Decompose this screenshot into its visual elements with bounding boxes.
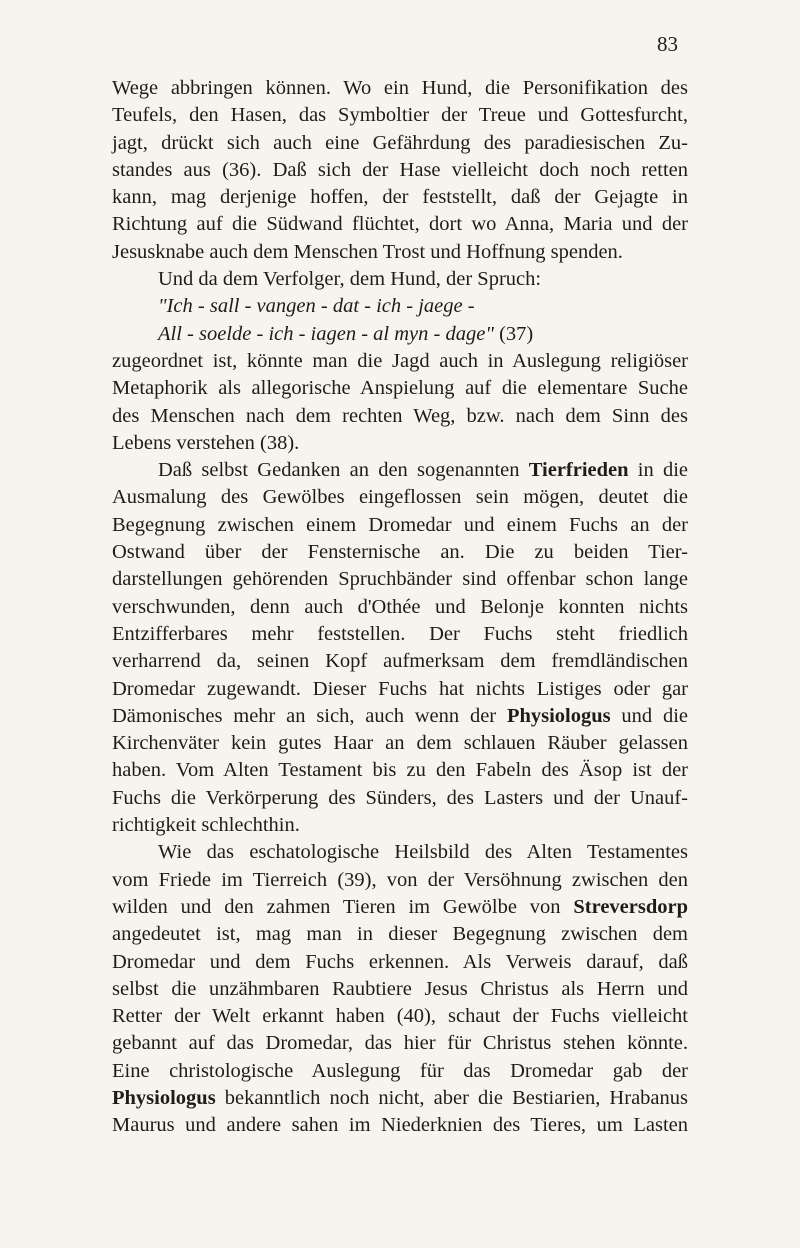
text-line: Daß selbst Gedanken an den sogenannten Tierfrieden in die — [158, 459, 688, 482]
text-line: Ostwand über der Fensternische an. Die zu beiden Tier- — [112, 541, 688, 564]
text-line: wilden und den zahmen Tieren im Gewölbe von Streversdorp — [112, 895, 688, 918]
text-line: des Menschen nach dem rechten Weg, bzw. nach dem Sinn des — [112, 404, 688, 427]
body-text — [112, 75, 688, 1140]
term-streversdorp: Streversdorp — [573, 895, 688, 918]
text-line: Fuchs die Verkörperung des Sünders, des Lasters und der Unauf- — [112, 786, 688, 809]
term-physiologus: Physiologus — [112, 1086, 216, 1109]
text-line: Physiologus bekanntlich noch nicht, aber die Bestiarien, Hrabanus — [112, 1086, 688, 1109]
text-line: Richtung auf die Südwand flüchtet, dort wo Anna, Maria und der — [112, 213, 688, 236]
text-line: Dämonisches mehr an sich, auch wenn der Physiologus und die — [112, 704, 689, 727]
text-line: Lebens verstehen (38). — [112, 431, 300, 454]
text-line: darstellungen gehörenden Spruchbänder sind offenbar schon lange — [112, 568, 688, 591]
text-line: kann, mag derjenige hoffen, der feststellt, daß der Gejagte in — [112, 186, 688, 209]
text-line: angedeutet ist, mag man in dieser Begegnung zwischen dem — [112, 923, 688, 946]
text-line: standes aus (36). Daß sich der Hase vielleicht doch noch retten — [112, 158, 688, 181]
text-line: verharrend da, seinen Kopf aufmerksam dem fremdländischen — [112, 650, 688, 673]
term-tierfrieden: Tierfrieden — [528, 459, 629, 482]
quote-line: All - soelde - ich - iagen - al myn - dage" (37) — [158, 322, 534, 345]
text-line: richtigkeit schlechthin. — [112, 814, 300, 837]
text-line: Jesusknabe auch dem Menschen Trost und Hoffnung spenden. — [112, 240, 623, 263]
text-line: Entzifferbares mehr feststellen. Der Fuchs steht friedlich — [112, 622, 688, 645]
text-line: Metaphorik als allegorische Anspielung auf die elementare Suche — [112, 377, 688, 400]
text-line: zugeordnet ist, könnte man die Jagd auch in Auslegung religiöser — [112, 349, 688, 372]
text-line: Dromedar und dem Fuchs erkennen. Als Verweis darauf, daß — [112, 950, 688, 973]
text-line: Ausmalung des Gewölbes eingeflossen sein mögen, deutet die — [112, 486, 688, 509]
text-line: Kirchenväter kein gutes Haar an dem schlauen Räuber gelassen — [112, 732, 688, 755]
text-line: haben. Vom Alten Testament bis zu den Fabeln des Äsop ist der — [112, 759, 688, 782]
text-line: verschwunden, denn auch d'Othée und Belonje konnten nichts — [112, 595, 688, 618]
text-line: gebannt auf das Dromedar, das hier für Christus stehen könnte. — [112, 1032, 688, 1055]
text-line: jagt, drückt sich auch eine Gefährdung des paradiesischen Zu- — [112, 131, 688, 154]
text-line: Wie das eschatologische Heilsbild des Alten Testamentes — [158, 841, 688, 864]
text-line: Wege abbringen können. Wo ein Hund, die Personifikation des — [112, 77, 688, 99]
text-line: selbst die unzähmbaren Raubtiere Jesus Christus als Herrn und — [112, 977, 688, 1000]
text-line: Eine christologische Auslegung für das Dromedar gab der — [112, 1059, 688, 1082]
page-number: 83 — [657, 32, 678, 56]
quote-line: "Ich - sall - vangen - dat - ich - jaege - — [158, 295, 475, 318]
text-line: Dromedar zugewandt. Dieser Fuchs hat nichts Listiges oder gar — [112, 677, 688, 700]
text-line: Und da dem Verfolger, dem Hund, der Spruch: — [158, 268, 542, 291]
text-line: Begegnung zwischen einem Dromedar und einem Fuchs an der — [112, 513, 688, 536]
text-line: Teufels, den Hasen, das Symboltier der Treue und Gottesfurcht, — [112, 104, 688, 127]
text-line: vom Friede im Tierreich (39), von der Versöhnung zwischen den — [112, 868, 688, 891]
term-physiologus: Physiologus — [506, 704, 611, 727]
text-line: Maurus und andere sahen im Niederknien des Tieres, um Lasten — [112, 1114, 688, 1137]
text-line: Retter der Welt erkannt haben (40), schaut der Fuchs vielleicht — [112, 1005, 688, 1028]
